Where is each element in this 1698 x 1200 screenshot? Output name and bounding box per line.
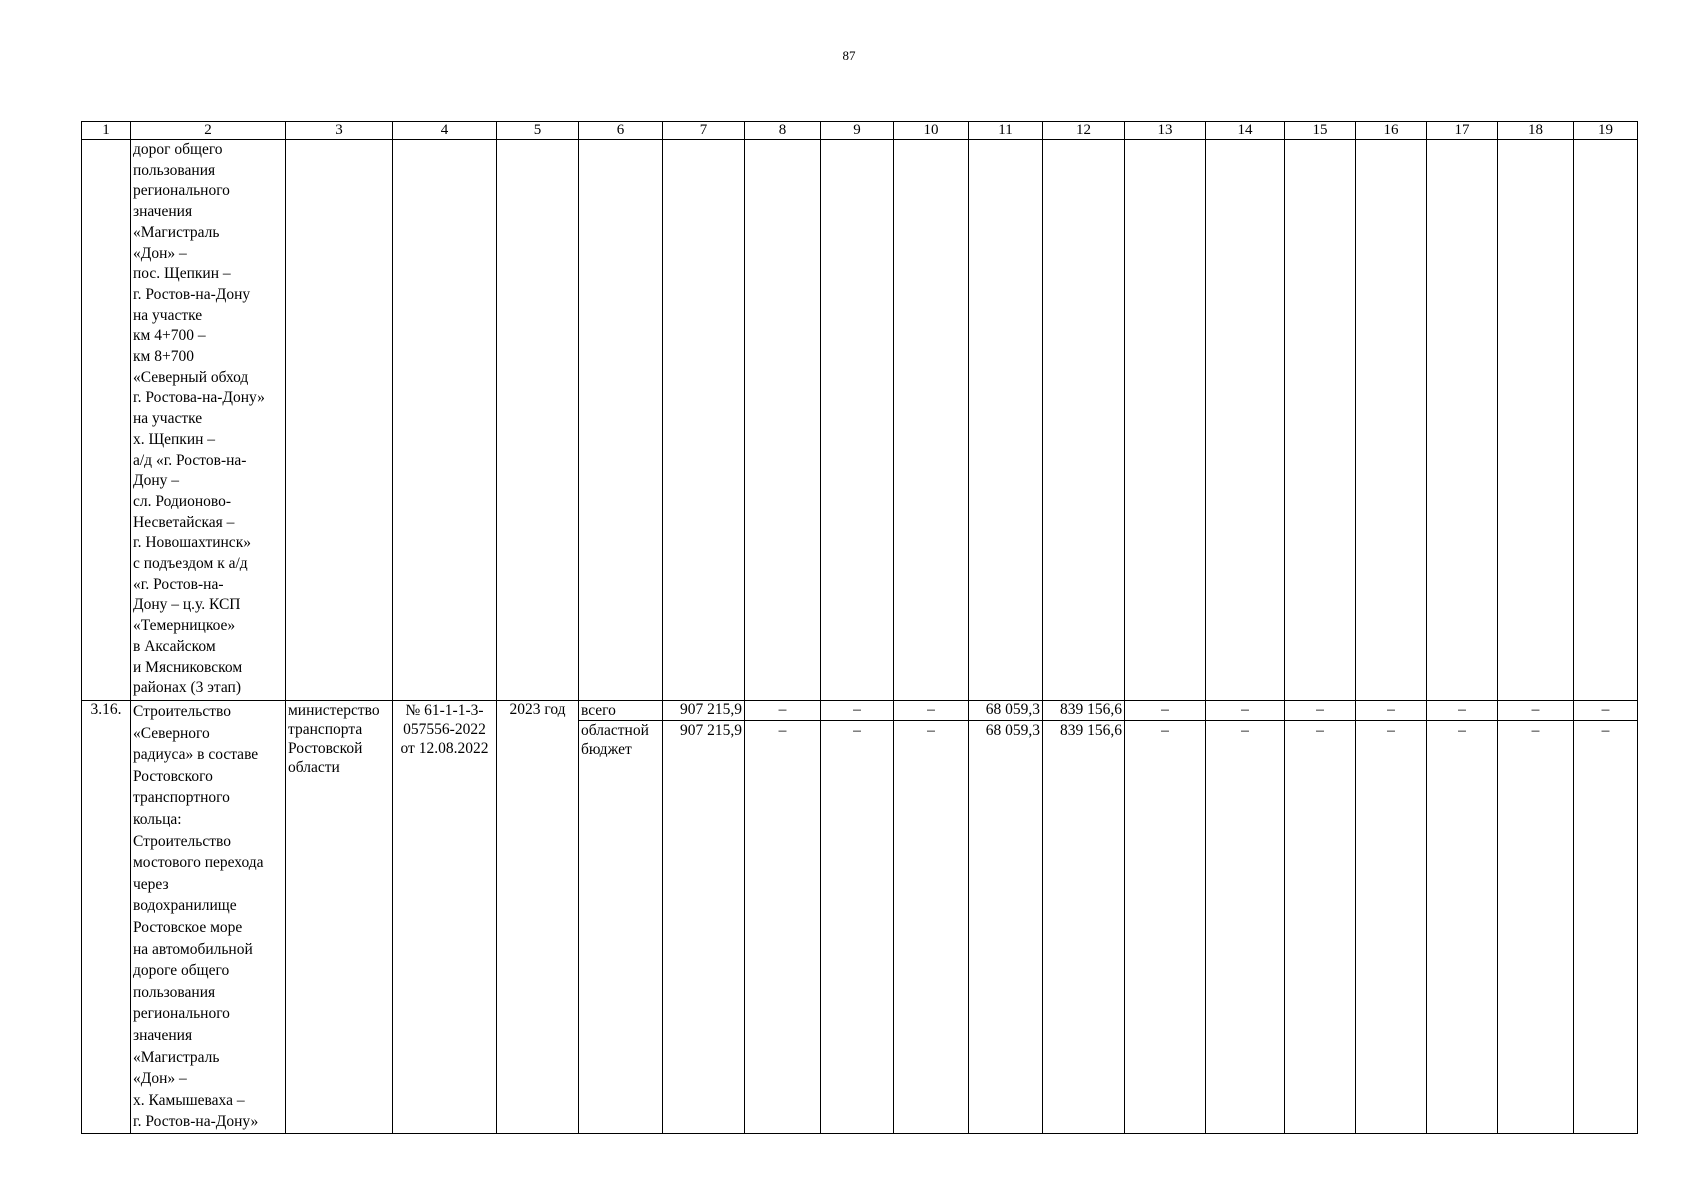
column-number-row bbox=[82, 122, 1638, 140]
amount-cell: – bbox=[1498, 721, 1574, 1134]
amount-cell: 68 059,3 bbox=[969, 701, 1043, 721]
amount-cell: 68 059,3 bbox=[969, 721, 1043, 1134]
col-number: 7 bbox=[663, 122, 745, 140]
empty-cell bbox=[663, 140, 745, 701]
amount-cell: – bbox=[1498, 701, 1574, 721]
text-line: значения bbox=[133, 203, 193, 221]
amount-cell: 907 215,9 bbox=[663, 701, 745, 721]
text-line: районах (3 этап) bbox=[133, 679, 242, 697]
col-number: 16 bbox=[1356, 122, 1427, 140]
amount-cell: – bbox=[1574, 721, 1638, 1134]
text-line: от 12.08.2022 bbox=[400, 740, 489, 757]
amount-cell: – bbox=[1285, 721, 1356, 1134]
empty-cell bbox=[745, 140, 821, 701]
text-line: областной bbox=[581, 722, 649, 740]
empty-cell bbox=[497, 140, 579, 701]
amount-cell: – bbox=[1356, 721, 1427, 1134]
text-line: г. Ростов-на-Дону bbox=[133, 285, 251, 303]
text-line: х. Щепкин – bbox=[133, 430, 216, 448]
text-line: регионального bbox=[133, 182, 230, 200]
col-number: 8 bbox=[745, 122, 821, 140]
text-line: а/д «г. Ростов-на- bbox=[133, 451, 247, 469]
text-line: всего bbox=[581, 702, 616, 719]
amount-cell: – bbox=[1206, 701, 1285, 721]
text-line: км 8+700 bbox=[133, 348, 194, 366]
funding-source bbox=[579, 721, 663, 1134]
amount-cell: – bbox=[1125, 701, 1206, 721]
empty-cell bbox=[894, 140, 969, 701]
text-line: г. Ростов-на-Дону» bbox=[133, 1113, 259, 1131]
amount-cell: – bbox=[821, 701, 894, 721]
col-number: 4 bbox=[393, 122, 497, 140]
col-number: 6 bbox=[579, 122, 663, 140]
amount-cell: – bbox=[1285, 701, 1356, 721]
empty-cell bbox=[1206, 140, 1285, 701]
text-line: водохранилище bbox=[133, 897, 237, 915]
text-line: «Темерницкое» bbox=[133, 617, 236, 635]
empty-cell bbox=[393, 140, 497, 701]
text-line: на участке bbox=[133, 410, 203, 428]
text-line: пос. Щепкин – bbox=[133, 265, 231, 283]
empty-cell bbox=[579, 140, 663, 701]
col-number: 3 bbox=[286, 122, 393, 140]
text-line: г. Новошахтинск» bbox=[133, 534, 251, 552]
col-number: 9 bbox=[821, 122, 894, 140]
text-line: «Северный обход bbox=[133, 368, 249, 386]
text-line: дороге общего bbox=[133, 962, 230, 980]
text-line: министерство bbox=[288, 702, 380, 719]
empty-cell bbox=[1285, 140, 1356, 701]
text-line: на автомобильной bbox=[133, 940, 253, 958]
text-line: и Мясниковском bbox=[133, 658, 243, 676]
text-line: пользования bbox=[133, 983, 216, 1001]
text-line: области bbox=[288, 759, 340, 776]
amount-cell: 839 156,6 bbox=[1043, 721, 1125, 1134]
text-line: на участке bbox=[133, 306, 203, 324]
text-line: Дону – bbox=[133, 472, 179, 490]
item-total-row bbox=[82, 701, 1638, 721]
amount-cell: 839 156,6 bbox=[1043, 701, 1125, 721]
empty-cell bbox=[1043, 140, 1125, 701]
col-number: 18 bbox=[1498, 122, 1574, 140]
amount-cell: – bbox=[1125, 721, 1206, 1134]
amount-cell: – bbox=[745, 701, 821, 721]
completion-year: 2023 год bbox=[497, 701, 579, 1134]
responsible-customer bbox=[286, 701, 393, 1134]
text-line: х. Камышеваха – bbox=[133, 1091, 245, 1109]
empty-cell bbox=[286, 140, 393, 701]
amount-cell: – bbox=[821, 721, 894, 1134]
amount-cell: – bbox=[1574, 701, 1638, 721]
col-number: 5 bbox=[497, 122, 579, 140]
text-line: в Аксайском bbox=[133, 637, 216, 655]
item-number: 3.16. bbox=[82, 701, 131, 1134]
text-line: транспортного bbox=[133, 789, 230, 807]
col-number: 13 bbox=[1125, 122, 1206, 140]
text-line: сл. Родионово- bbox=[133, 492, 232, 510]
col-number: 17 bbox=[1427, 122, 1498, 140]
budget-table bbox=[81, 121, 1638, 1134]
text-line: дорог общего bbox=[133, 141, 223, 158]
text-line: пользования bbox=[133, 161, 216, 179]
text-line: «Магистраль bbox=[133, 223, 220, 241]
amount-cell: – bbox=[1206, 721, 1285, 1134]
empty-cell bbox=[821, 140, 894, 701]
amount-cell: – bbox=[894, 701, 969, 721]
empty-cell bbox=[1125, 140, 1206, 701]
text-line: кольца: bbox=[133, 810, 182, 828]
col-number: 15 bbox=[1285, 122, 1356, 140]
empty-cell bbox=[1574, 140, 1638, 701]
col-number: 10 bbox=[894, 122, 969, 140]
empty-cell bbox=[1356, 140, 1427, 701]
text-line: № 61-1-1-3- bbox=[405, 702, 484, 719]
text-line: «Дон» – bbox=[133, 1070, 187, 1088]
page-number: 87 bbox=[842, 48, 856, 63]
text-line: «г. Ростов-на- bbox=[133, 575, 224, 593]
empty-cell bbox=[82, 140, 131, 701]
text-line: значения bbox=[133, 1026, 193, 1044]
text-line: регионального bbox=[133, 1005, 230, 1023]
col-number: 19 bbox=[1574, 122, 1638, 140]
text-line: г. Ростова-на-Дону» bbox=[133, 389, 265, 407]
funding-source bbox=[579, 701, 663, 721]
text-line: Строительство bbox=[133, 703, 231, 720]
empty-cell bbox=[969, 140, 1043, 701]
continuation-row bbox=[82, 140, 1638, 701]
amount-cell: – bbox=[1427, 701, 1498, 721]
text-line: Несветайская – bbox=[133, 513, 235, 531]
amount-cell: – bbox=[1356, 701, 1427, 721]
text-line: бюджет bbox=[581, 741, 632, 759]
col-number: 1 bbox=[82, 122, 131, 140]
text-line: мостового перехода bbox=[133, 854, 264, 872]
col-number: 11 bbox=[969, 122, 1043, 140]
amount-cell: – bbox=[745, 721, 821, 1134]
text-line: км 4+700 – bbox=[133, 327, 206, 345]
amount-cell: – bbox=[1427, 721, 1498, 1134]
text-line: «Дон» – bbox=[133, 244, 187, 262]
text-line: Строительство bbox=[133, 832, 231, 850]
text-line: «Северного bbox=[133, 724, 210, 742]
expertise-document bbox=[393, 701, 497, 1134]
object-name-continuation bbox=[131, 140, 286, 701]
text-line: Ростовского bbox=[133, 767, 213, 785]
object-name bbox=[131, 701, 286, 1134]
col-number: 14 bbox=[1206, 122, 1285, 140]
text-line: «Магистраль bbox=[133, 1048, 220, 1066]
text-line: Ростовской bbox=[288, 740, 363, 757]
empty-cell bbox=[1498, 140, 1574, 701]
empty-cell bbox=[1427, 140, 1498, 701]
amount-cell: 907 215,9 bbox=[663, 721, 745, 1134]
text-line: с подъездом к а/д bbox=[133, 555, 248, 573]
col-number: 2 bbox=[131, 122, 286, 140]
text-line: Ростовское море bbox=[133, 918, 243, 936]
text-line: 057556-2022 bbox=[403, 721, 486, 738]
amount-cell: – bbox=[894, 721, 969, 1134]
col-number: 12 bbox=[1043, 122, 1125, 140]
text-line: транспорта bbox=[288, 721, 363, 738]
text-line: радиуса» в составе bbox=[133, 746, 259, 764]
text-line: через bbox=[133, 875, 169, 893]
text-line: Дону – ц.у. КСП bbox=[133, 596, 241, 614]
